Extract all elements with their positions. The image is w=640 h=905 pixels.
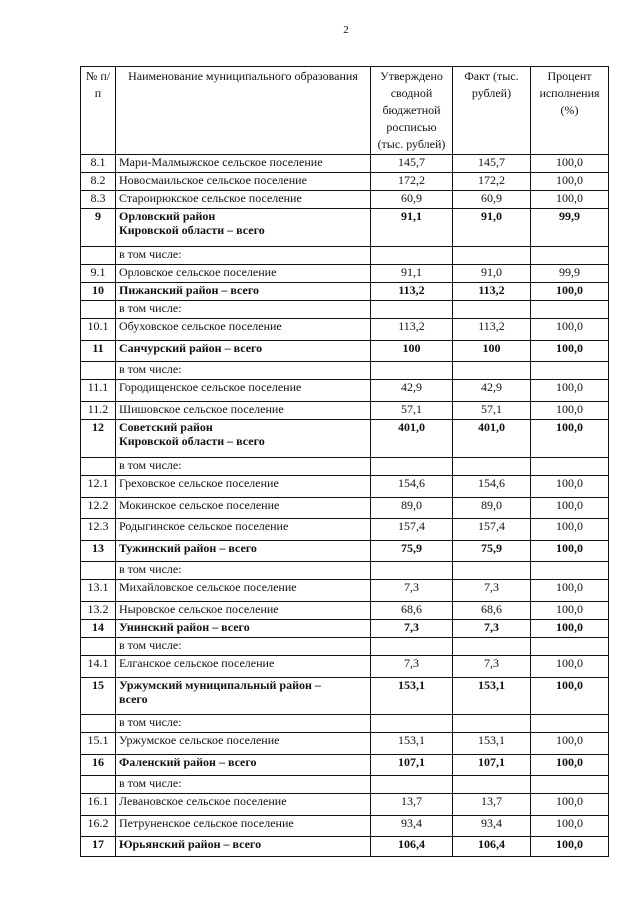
cell-fact <box>453 638 531 656</box>
cell-number: 10.1 <box>81 319 116 341</box>
cell-fact: 113,2 <box>453 319 531 341</box>
cell-number: 13.2 <box>81 602 116 620</box>
cell-approved: 145,7 <box>371 155 453 173</box>
cell-number: 11.1 <box>81 380 116 402</box>
cell-percent <box>531 458 609 476</box>
table-row-settlement <box>81 173 609 191</box>
cell-approved <box>371 301 453 319</box>
cell-approved: 153,1 <box>371 733 453 755</box>
cell-percent <box>531 562 609 580</box>
cell-approved: 157,4 <box>371 519 453 541</box>
cell-approved: 60,9 <box>371 191 453 209</box>
cell-number: 8.1 <box>81 155 116 173</box>
table-row-district <box>81 420 609 458</box>
table-row-settlement <box>81 498 609 519</box>
cell-approved: 91,1 <box>371 265 453 283</box>
cell-name: Греховское сельское поселение <box>116 476 371 498</box>
table-row-subheader <box>81 638 609 656</box>
cell-percent: 100,0 <box>531 173 609 191</box>
table-row-subheader <box>81 458 609 476</box>
table-row-district <box>81 755 609 776</box>
cell-approved: 100 <box>371 341 453 362</box>
cell-fact: 107,1 <box>453 755 531 776</box>
cell-name: в том числе: <box>116 301 371 319</box>
cell-number: 15 <box>81 678 116 715</box>
cell-number: 12.3 <box>81 519 116 541</box>
cell-percent <box>531 247 609 265</box>
table-row-settlement <box>81 794 609 816</box>
cell-name: Тужинский район – всего <box>116 541 371 562</box>
header-number: № п/п <box>81 67 116 155</box>
cell-percent: 100,0 <box>531 602 609 620</box>
table-body <box>81 155 609 857</box>
table-row-settlement <box>81 519 609 541</box>
cell-fact <box>453 247 531 265</box>
cell-number <box>81 638 116 656</box>
cell-number: 11 <box>81 341 116 362</box>
cell-name: Санчурский район – всего <box>116 341 371 362</box>
cell-name: Юрьянский район – всего <box>116 837 371 857</box>
cell-percent: 100,0 <box>531 476 609 498</box>
cell-fact: 113,2 <box>453 283 531 301</box>
table-row-subheader <box>81 362 609 380</box>
cell-number: 9 <box>81 209 116 247</box>
cell-percent: 100,0 <box>531 620 609 638</box>
cell-fact <box>453 301 531 319</box>
cell-number: 10 <box>81 283 116 301</box>
header-approved: Утверждено сводной бюджетной росписью (тыс. рублей) <box>371 67 453 155</box>
cell-name: Новосмаильское сельское поселение <box>116 173 371 191</box>
cell-number <box>81 458 116 476</box>
cell-name: Орловское сельское поселение <box>116 265 371 283</box>
cell-number: 12.2 <box>81 498 116 519</box>
cell-name: Советский район Кировской области – всего <box>116 420 371 458</box>
table-row-district <box>81 837 609 857</box>
cell-percent <box>531 362 609 380</box>
cell-number <box>81 362 116 380</box>
cell-number <box>81 247 116 265</box>
cell-percent: 100,0 <box>531 341 609 362</box>
cell-fact: 100 <box>453 341 531 362</box>
cell-name: Мокинское сельское поселение <box>116 498 371 519</box>
cell-percent: 100,0 <box>531 816 609 837</box>
cell-name: в том числе: <box>116 562 371 580</box>
cell-name: Пижанский район – всего <box>116 283 371 301</box>
cell-number <box>81 715 116 733</box>
table-row-district <box>81 341 609 362</box>
cell-approved: 89,0 <box>371 498 453 519</box>
table-row-settlement <box>81 476 609 498</box>
table-row-district <box>81 678 609 715</box>
cell-fact <box>453 715 531 733</box>
cell-approved: 75,9 <box>371 541 453 562</box>
table-row-subheader <box>81 301 609 319</box>
cell-name: Староирюкское сельское поселение <box>116 191 371 209</box>
table-row-settlement <box>81 155 609 173</box>
cell-percent <box>531 715 609 733</box>
cell-name: Левановское сельское поселение <box>116 794 371 816</box>
cell-percent: 100,0 <box>531 794 609 816</box>
cell-fact: 93,4 <box>453 816 531 837</box>
cell-percent: 100,0 <box>531 837 609 857</box>
table-row-subheader <box>81 715 609 733</box>
table-row-settlement <box>81 380 609 402</box>
cell-fact: 7,3 <box>453 580 531 602</box>
cell-name: Орловский район Кировской области – всего <box>116 209 371 247</box>
table-row-settlement <box>81 602 609 620</box>
cell-number: 9.1 <box>81 265 116 283</box>
cell-name: в том числе: <box>116 638 371 656</box>
cell-name: в том числе: <box>116 362 371 380</box>
table-row-subheader <box>81 776 609 794</box>
cell-number <box>81 776 116 794</box>
header-fact: Факт (тыс. рублей) <box>453 67 531 155</box>
cell-number: 12 <box>81 420 116 458</box>
table-row-district <box>81 283 609 301</box>
cell-approved <box>371 562 453 580</box>
cell-percent: 100,0 <box>531 498 609 519</box>
cell-percent: 100,0 <box>531 420 609 458</box>
cell-approved: 93,4 <box>371 816 453 837</box>
cell-name: Михайловское сельское поселение <box>116 580 371 602</box>
cell-fact: 7,3 <box>453 620 531 638</box>
cell-number: 15.1 <box>81 733 116 755</box>
cell-fact: 68,6 <box>453 602 531 620</box>
table-row-district <box>81 209 609 247</box>
cell-percent <box>531 638 609 656</box>
cell-name: в том числе: <box>116 776 371 794</box>
cell-fact <box>453 458 531 476</box>
cell-percent: 100,0 <box>531 541 609 562</box>
cell-approved <box>371 458 453 476</box>
cell-fact: 75,9 <box>453 541 531 562</box>
cell-name: Шишовское сельское поселение <box>116 402 371 420</box>
cell-name: в том числе: <box>116 458 371 476</box>
cell-approved <box>371 638 453 656</box>
cell-fact: 154,6 <box>453 476 531 498</box>
cell-percent: 100,0 <box>531 519 609 541</box>
cell-approved: 113,2 <box>371 283 453 301</box>
cell-approved: 401,0 <box>371 420 453 458</box>
cell-approved: 13,7 <box>371 794 453 816</box>
cell-number: 11.2 <box>81 402 116 420</box>
cell-fact: 42,9 <box>453 380 531 402</box>
cell-number: 13 <box>81 541 116 562</box>
cell-percent: 99,9 <box>531 265 609 283</box>
cell-percent: 100,0 <box>531 155 609 173</box>
table-row-settlement <box>81 191 609 209</box>
cell-approved: 154,6 <box>371 476 453 498</box>
cell-number: 13.1 <box>81 580 116 602</box>
cell-approved: 7,3 <box>371 656 453 678</box>
cell-fact: 401,0 <box>453 420 531 458</box>
cell-percent: 100,0 <box>531 191 609 209</box>
cell-name: Мари-Малмыжское сельское поселение <box>116 155 371 173</box>
table-row-district <box>81 541 609 562</box>
cell-number: 14.1 <box>81 656 116 678</box>
cell-fact: 57,1 <box>453 402 531 420</box>
table-header-row <box>81 67 609 155</box>
cell-fact <box>453 776 531 794</box>
cell-percent <box>531 776 609 794</box>
cell-approved: 7,3 <box>371 620 453 638</box>
cell-percent: 100,0 <box>531 678 609 715</box>
cell-fact: 153,1 <box>453 678 531 715</box>
cell-name: Уржумский муниципальный район – всего <box>116 678 371 715</box>
table-row-settlement <box>81 402 609 420</box>
cell-number: 12.1 <box>81 476 116 498</box>
cell-approved: 42,9 <box>371 380 453 402</box>
cell-approved <box>371 247 453 265</box>
cell-approved: 113,2 <box>371 319 453 341</box>
cell-name: Петруненское сельское поселение <box>116 816 371 837</box>
cell-number: 8.2 <box>81 173 116 191</box>
cell-approved: 91,1 <box>371 209 453 247</box>
cell-approved: 153,1 <box>371 678 453 715</box>
cell-percent <box>531 301 609 319</box>
cell-number <box>81 562 116 580</box>
table-row-settlement <box>81 319 609 341</box>
cell-approved <box>371 362 453 380</box>
cell-number: 16.2 <box>81 816 116 837</box>
cell-approved: 172,2 <box>371 173 453 191</box>
cell-name: в том числе: <box>116 247 371 265</box>
table-row-settlement <box>81 816 609 837</box>
cell-number: 17 <box>81 837 116 857</box>
cell-approved: 106,4 <box>371 837 453 857</box>
cell-name: Унинский район – всего <box>116 620 371 638</box>
header-name: Наименование муниципального образования <box>116 67 371 155</box>
cell-fact: 13,7 <box>453 794 531 816</box>
cell-name: Фаленский район – всего <box>116 755 371 776</box>
table-row-subheader <box>81 562 609 580</box>
table-row-district <box>81 620 609 638</box>
cell-fact: 91,0 <box>453 209 531 247</box>
cell-fact <box>453 362 531 380</box>
table-row-subheader <box>81 247 609 265</box>
cell-fact: 89,0 <box>453 498 531 519</box>
cell-approved <box>371 715 453 733</box>
header-percent: Процент исполнения (%) <box>531 67 609 155</box>
cell-approved: 57,1 <box>371 402 453 420</box>
cell-number: 16.1 <box>81 794 116 816</box>
cell-percent: 100,0 <box>531 656 609 678</box>
table-row-settlement <box>81 656 609 678</box>
cell-percent: 100,0 <box>531 733 609 755</box>
cell-fact: 91,0 <box>453 265 531 283</box>
cell-percent: 99,9 <box>531 209 609 247</box>
cell-approved <box>371 776 453 794</box>
cell-percent: 100,0 <box>531 755 609 776</box>
cell-percent: 100,0 <box>531 283 609 301</box>
budget-table <box>80 66 609 857</box>
cell-name: Городищенское сельское поселение <box>116 380 371 402</box>
table-row-settlement <box>81 580 609 602</box>
table-row-settlement <box>81 265 609 283</box>
cell-approved: 107,1 <box>371 755 453 776</box>
cell-fact: 7,3 <box>453 656 531 678</box>
cell-name: в том числе: <box>116 715 371 733</box>
cell-fact: 172,2 <box>453 173 531 191</box>
cell-number <box>81 301 116 319</box>
cell-percent: 100,0 <box>531 580 609 602</box>
cell-fact: 60,9 <box>453 191 531 209</box>
cell-percent: 100,0 <box>531 380 609 402</box>
cell-name: Обуховское сельское поселение <box>116 319 371 341</box>
cell-fact: 157,4 <box>453 519 531 541</box>
cell-percent: 100,0 <box>531 319 609 341</box>
cell-percent: 100,0 <box>531 402 609 420</box>
cell-name: Уржумское сельское поселение <box>116 733 371 755</box>
table-row-settlement <box>81 733 609 755</box>
cell-name: Ныровское сельское поселение <box>116 602 371 620</box>
cell-name: Елганское сельское поселение <box>116 656 371 678</box>
cell-fact: 106,4 <box>453 837 531 857</box>
cell-approved: 68,6 <box>371 602 453 620</box>
cell-fact <box>453 562 531 580</box>
cell-approved: 7,3 <box>371 580 453 602</box>
cell-fact: 153,1 <box>453 733 531 755</box>
cell-number: 8.3 <box>81 191 116 209</box>
page-number: 2 <box>343 24 349 36</box>
cell-number: 14 <box>81 620 116 638</box>
cell-fact: 145,7 <box>453 155 531 173</box>
cell-number: 16 <box>81 755 116 776</box>
cell-name: Родыгинское сельское поселение <box>116 519 371 541</box>
